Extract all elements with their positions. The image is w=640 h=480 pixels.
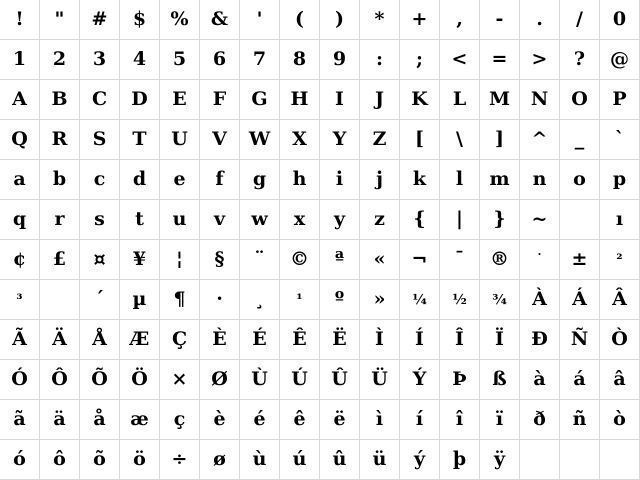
glyph-cell[interactable]: ô xyxy=(40,440,80,480)
glyph-cell[interactable]: ± xyxy=(560,240,600,280)
glyph-cell[interactable]: ® xyxy=(480,240,520,280)
glyph-cell[interactable]: S xyxy=(80,120,120,160)
glyph-cell[interactable]: ¼ xyxy=(400,280,440,320)
glyph-cell[interactable]: D xyxy=(120,80,160,120)
glyph-cell[interactable]: À xyxy=(520,280,560,320)
glyph-cell[interactable]: k xyxy=(400,160,440,200)
glyph-cell[interactable]: ¤ xyxy=(80,240,120,280)
glyph-cell[interactable] xyxy=(40,280,80,320)
glyph-cell[interactable]: Ç xyxy=(160,320,200,360)
glyph-cell[interactable]: ( xyxy=(280,0,320,40)
glyph-cell[interactable]: { xyxy=(400,200,440,240)
glyph-cell[interactable]: t xyxy=(120,200,160,240)
glyph-cell[interactable]: Ì xyxy=(360,320,400,360)
glyph-cell[interactable]: e xyxy=(160,160,200,200)
glyph-cell[interactable]: . xyxy=(520,0,560,40)
glyph-cell[interactable]: µ xyxy=(120,280,160,320)
glyph-cell[interactable]: L xyxy=(440,80,480,120)
glyph-cell[interactable]: ó xyxy=(0,440,40,480)
glyph-cell[interactable]: A xyxy=(0,80,40,120)
glyph-cell[interactable]: å xyxy=(80,400,120,440)
glyph-cell[interactable]: ù xyxy=(240,440,280,480)
glyph-cell[interactable]: ~ xyxy=(520,200,560,240)
glyph-cell[interactable]: T xyxy=(120,120,160,160)
glyph-cell[interactable]: q xyxy=(0,200,40,240)
glyph-cell[interactable]: ò xyxy=(600,400,640,440)
glyph-cell[interactable]: R xyxy=(40,120,80,160)
glyph-cell[interactable]: # xyxy=(80,0,120,40)
glyph-cell[interactable]: ý xyxy=(400,440,440,480)
glyph-cell[interactable]: ¬ xyxy=(400,240,440,280)
glyph-cell[interactable]: u xyxy=(160,200,200,240)
glyph-cell[interactable]: Ê xyxy=(280,320,320,360)
glyph-cell[interactable]: " xyxy=(40,0,80,40)
glyph-cell[interactable]: r xyxy=(40,200,80,240)
glyph-cell[interactable]: y xyxy=(320,200,360,240)
glyph-cell[interactable]: | xyxy=(440,200,480,240)
glyph-cell[interactable]: Ü xyxy=(360,360,400,400)
glyph-cell[interactable]: § xyxy=(200,240,240,280)
glyph-cell[interactable]: î xyxy=(440,400,480,440)
glyph-cell[interactable]: 5 xyxy=(160,40,200,80)
glyph-cell[interactable]: I xyxy=(320,80,360,120)
glyph-cell[interactable]: Å xyxy=(80,320,120,360)
glyph-cell[interactable]: x xyxy=(280,200,320,240)
glyph-cell[interactable]: Z xyxy=(360,120,400,160)
glyph-cell[interactable]: g xyxy=(240,160,280,200)
glyph-cell[interactable]: 8 xyxy=(280,40,320,80)
glyph-cell[interactable]: 3 xyxy=(80,40,120,80)
glyph-cell[interactable]: ¦ xyxy=(160,240,200,280)
glyph-cell[interactable]: ˙ xyxy=(520,240,560,280)
glyph-cell[interactable]: X xyxy=(280,120,320,160)
glyph-cell[interactable]: ß xyxy=(480,360,520,400)
glyph-cell[interactable] xyxy=(560,200,600,240)
glyph-cell[interactable]: / xyxy=(560,0,600,40)
glyph-cell[interactable]: ½ xyxy=(440,280,480,320)
glyph-cell[interactable]: 6 xyxy=(200,40,240,80)
glyph-cell[interactable]: ¨ xyxy=(240,240,280,280)
glyph-cell[interactable]: V xyxy=(200,120,240,160)
glyph-cell[interactable]: Ï xyxy=(480,320,520,360)
glyph-cell[interactable]: Ò xyxy=(600,320,640,360)
glyph-cell[interactable]: Á xyxy=(560,280,600,320)
glyph-cell[interactable]: $ xyxy=(120,0,160,40)
glyph-cell[interactable]: ä xyxy=(40,400,80,440)
glyph-cell[interactable]: º xyxy=(320,280,360,320)
glyph-cell[interactable]: + xyxy=(400,0,440,40)
glyph-cell[interactable]: õ xyxy=(80,440,120,480)
glyph-cell[interactable]: ÿ xyxy=(480,440,520,480)
glyph-cell[interactable]: B xyxy=(40,80,80,120)
glyph-cell[interactable]: ª xyxy=(320,240,360,280)
glyph-cell[interactable]: j xyxy=(360,160,400,200)
glyph-cell[interactable]: _ xyxy=(560,120,600,160)
glyph-cell[interactable]: × xyxy=(160,360,200,400)
glyph-cell[interactable]: ì xyxy=(360,400,400,440)
glyph-cell[interactable]: m xyxy=(480,160,520,200)
glyph-cell[interactable]: Ø xyxy=(200,360,240,400)
glyph-cell[interactable]: É xyxy=(240,320,280,360)
glyph-cell[interactable]: ) xyxy=(320,0,360,40)
glyph-cell[interactable]: Æ xyxy=(120,320,160,360)
glyph-cell[interactable]: ø xyxy=(200,440,240,480)
glyph-cell[interactable]: & xyxy=(200,0,240,40)
glyph-cell[interactable] xyxy=(560,440,600,480)
glyph-cell[interactable]: c xyxy=(80,160,120,200)
glyph-cell[interactable]: b xyxy=(40,160,80,200)
glyph-cell[interactable]: 7 xyxy=(240,40,280,80)
glyph-cell[interactable]: È xyxy=(200,320,240,360)
glyph-cell[interactable]: : xyxy=(360,40,400,80)
glyph-cell[interactable]: £ xyxy=(40,240,80,280)
glyph-cell[interactable]: » xyxy=(360,280,400,320)
glyph-cell[interactable]: í xyxy=(400,400,440,440)
glyph-cell[interactable]: ? xyxy=(560,40,600,80)
glyph-cell[interactable]: Þ xyxy=(440,360,480,400)
glyph-cell[interactable]: Û xyxy=(320,360,360,400)
glyph-cell[interactable]: Â xyxy=(600,280,640,320)
glyph-cell[interactable]: a xyxy=(0,160,40,200)
glyph-cell[interactable]: Ù xyxy=(240,360,280,400)
glyph-cell[interactable]: « xyxy=(360,240,400,280)
glyph-cell[interactable] xyxy=(520,440,560,480)
glyph-cell[interactable]: Y xyxy=(320,120,360,160)
glyph-cell[interactable]: · xyxy=(200,280,240,320)
glyph-cell[interactable]: ÷ xyxy=(160,440,200,480)
glyph-cell[interactable]: 4 xyxy=(120,40,160,80)
glyph-cell[interactable]: û xyxy=(320,440,360,480)
glyph-cell[interactable]: ç xyxy=(160,400,200,440)
glyph-cell[interactable]: K xyxy=(400,80,440,120)
glyph-cell[interactable]: á xyxy=(560,360,600,400)
glyph-cell[interactable]: ! xyxy=(0,0,40,40)
glyph-cell[interactable]: ¶ xyxy=(160,280,200,320)
glyph-cell[interactable]: Õ xyxy=(80,360,120,400)
glyph-cell[interactable]: ¢ xyxy=(0,240,40,280)
glyph-cell[interactable]: Ô xyxy=(40,360,80,400)
glyph-cell[interactable]: G xyxy=(240,80,280,120)
glyph-cell[interactable]: Ë xyxy=(320,320,360,360)
glyph-cell[interactable]: % xyxy=(160,0,200,40)
glyph-cell[interactable]: þ xyxy=(440,440,480,480)
glyph-cell[interactable]: P xyxy=(600,80,640,120)
glyph-cell[interactable]: ï xyxy=(480,400,520,440)
glyph-cell[interactable]: â xyxy=(600,360,640,400)
glyph-cell[interactable]: ¥ xyxy=(120,240,160,280)
glyph-cell[interactable]: < xyxy=(440,40,480,80)
glyph-cell[interactable]: Î xyxy=(440,320,480,360)
glyph-cell[interactable]: Ú xyxy=(280,360,320,400)
glyph-cell[interactable]: s xyxy=(80,200,120,240)
glyph-cell[interactable]: M xyxy=(480,80,520,120)
glyph-cell[interactable]: 2 xyxy=(40,40,80,80)
glyph-cell[interactable]: Q xyxy=(0,120,40,160)
glyph-cell[interactable]: F xyxy=(200,80,240,120)
glyph-cell[interactable]: Í xyxy=(400,320,440,360)
glyph-cell[interactable]: Ñ xyxy=(560,320,600,360)
glyph-cell[interactable]: } xyxy=(480,200,520,240)
glyph-cell[interactable]: ' xyxy=(240,0,280,40)
glyph-cell[interactable]: , xyxy=(440,0,480,40)
glyph-cell[interactable]: \ xyxy=(440,120,480,160)
glyph-cell[interactable]: ë xyxy=(320,400,360,440)
glyph-cell[interactable]: ] xyxy=(480,120,520,160)
glyph-cell[interactable]: h xyxy=(280,160,320,200)
glyph-cell[interactable]: ê xyxy=(280,400,320,440)
glyph-cell[interactable]: z xyxy=(360,200,400,240)
glyph-cell[interactable]: ö xyxy=(120,440,160,480)
glyph-cell[interactable]: w xyxy=(240,200,280,240)
glyph-cell[interactable]: l xyxy=(440,160,480,200)
glyph-cell[interactable]: Ã xyxy=(0,320,40,360)
glyph-cell[interactable]: © xyxy=(280,240,320,280)
glyph-cell[interactable]: 0 xyxy=(600,0,640,40)
glyph-cell[interactable]: Ð xyxy=(520,320,560,360)
glyph-cell[interactable]: ı xyxy=(600,200,640,240)
glyph-cell[interactable]: Ä xyxy=(40,320,80,360)
glyph-cell[interactable]: E xyxy=(160,80,200,120)
glyph-cell[interactable]: ; xyxy=(400,40,440,80)
glyph-cell[interactable]: O xyxy=(560,80,600,120)
glyph-cell[interactable]: 9 xyxy=(320,40,360,80)
glyph-cell[interactable]: [ xyxy=(400,120,440,160)
glyph-cell[interactable]: ² xyxy=(600,240,640,280)
glyph-cell[interactable]: ` xyxy=(600,120,640,160)
glyph-cell[interactable]: J xyxy=(360,80,400,120)
glyph-cell[interactable]: n xyxy=(520,160,560,200)
glyph-cell[interactable]: ú xyxy=(280,440,320,480)
glyph-cell[interactable]: o xyxy=(560,160,600,200)
glyph-cell[interactable]: à xyxy=(520,360,560,400)
glyph-cell[interactable]: W xyxy=(240,120,280,160)
glyph-cell[interactable]: è xyxy=(200,400,240,440)
glyph-cell[interactable]: ^ xyxy=(520,120,560,160)
glyph-cell[interactable]: ¸ xyxy=(240,280,280,320)
glyph-cell[interactable]: Ý xyxy=(400,360,440,400)
glyph-cell[interactable]: = xyxy=(480,40,520,80)
glyph-cell[interactable]: ´ xyxy=(80,280,120,320)
glyph-cell[interactable]: ð xyxy=(520,400,560,440)
glyph-cell[interactable]: ã xyxy=(0,400,40,440)
glyph-cell[interactable]: ñ xyxy=(560,400,600,440)
glyph-cell[interactable]: N xyxy=(520,80,560,120)
glyph-cell[interactable]: ³ xyxy=(0,280,40,320)
glyph-cell[interactable]: p xyxy=(600,160,640,200)
glyph-cell[interactable]: é xyxy=(240,400,280,440)
glyph-cell[interactable]: U xyxy=(160,120,200,160)
glyph-cell[interactable]: ¾ xyxy=(480,280,520,320)
glyph-cell[interactable]: d xyxy=(120,160,160,200)
glyph-cell[interactable]: Ö xyxy=(120,360,160,400)
glyph-cell[interactable] xyxy=(600,440,640,480)
glyph-cell[interactable]: 1 xyxy=(0,40,40,80)
glyph-cell[interactable]: ¹ xyxy=(280,280,320,320)
glyph-cell[interactable]: ¯ xyxy=(440,240,480,280)
glyph-cell[interactable]: Ó xyxy=(0,360,40,400)
glyph-cell[interactable]: v xyxy=(200,200,240,240)
glyph-cell[interactable]: * xyxy=(360,0,400,40)
glyph-cell[interactable]: - xyxy=(480,0,520,40)
glyph-cell[interactable]: ü xyxy=(360,440,400,480)
glyph-cell[interactable]: H xyxy=(280,80,320,120)
glyph-cell[interactable]: i xyxy=(320,160,360,200)
glyph-cell[interactable]: f xyxy=(200,160,240,200)
glyph-cell[interactable]: æ xyxy=(120,400,160,440)
glyph-cell[interactable]: C xyxy=(80,80,120,120)
glyph-cell[interactable]: @ xyxy=(600,40,640,80)
glyph-cell[interactable]: > xyxy=(520,40,560,80)
